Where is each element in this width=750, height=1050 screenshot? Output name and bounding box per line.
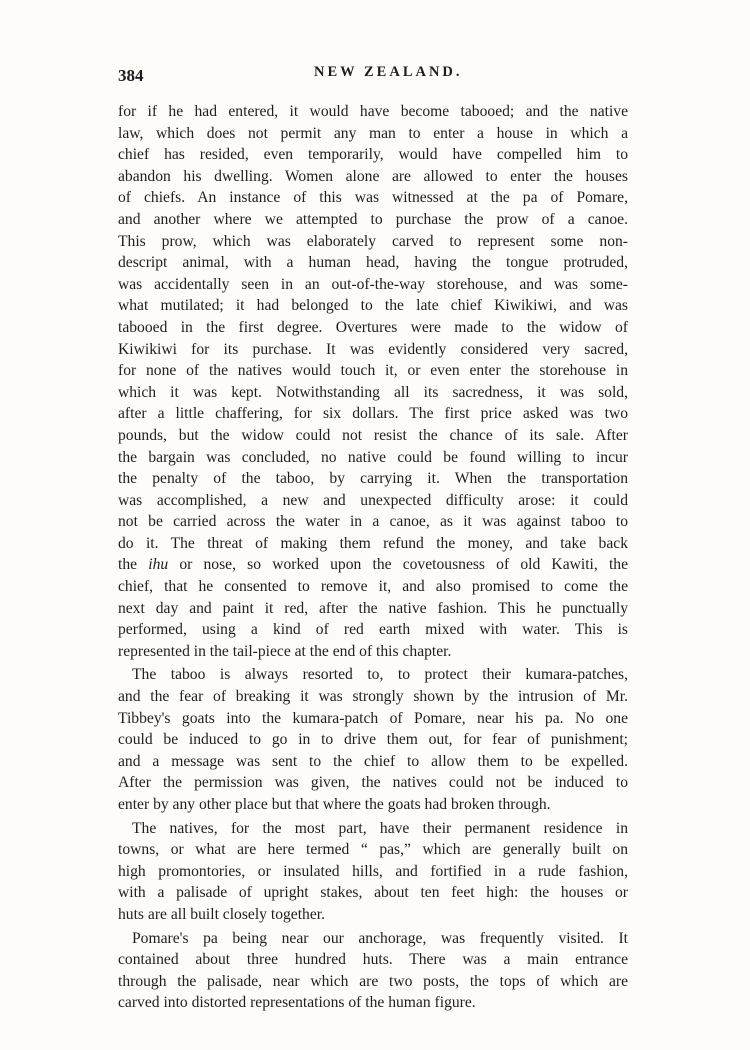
paragraph-1 — [118, 101, 628, 662]
text-line: could be induced to go in to drive them out, for fear of punishment; — [118, 731, 628, 749]
body-text — [118, 101, 628, 1014]
text-line: and a message was sent to the chief to allow them to be expelled. — [118, 752, 628, 770]
text-line: of chiefs. An instance of this was witnessed at the pa of Pomare, — [118, 189, 628, 207]
text-line: The natives, for the most part, have their permanent residence in — [132, 819, 628, 837]
text-line: high promontories, or insulated hills, and fortified in a rude fashion, — [118, 862, 628, 880]
text-line: with a palisade of upright stakes, about ten feet high: the houses or — [118, 884, 628, 902]
text-line-with-italic — [118, 554, 628, 576]
text-line: law, which does not permit any man to enter a house in which a — [118, 124, 628, 142]
text-line: was accidentally seen in an out-of-the-way storehouse, and was some- — [118, 275, 628, 293]
text-line: contained about three hundred huts. There was a main entrance — [118, 951, 628, 969]
text-line: was accomplished, a new and unexpected difficulty arose: it could — [118, 491, 628, 509]
text-line: huts are all built closely together. — [118, 905, 325, 923]
italic-word: ihu — [148, 556, 169, 574]
text-fragment: or nose, so worked upon the covetousness of old Kawiti, the — [168, 556, 628, 574]
text-line: the bargain was concluded, no native could be found willing to incur — [118, 448, 628, 466]
text-line: Kiwikiwi for its purchase. It was evidently considered very sacred, — [118, 340, 628, 358]
text-line: enter by any other place but that where the goats had broken through. — [118, 796, 551, 813]
paragraph-2 — [118, 664, 628, 815]
text-line: for if he had entered, it would have become tabooed; and the native — [118, 103, 628, 120]
text-line: The taboo is always resorted to, to protect their kumara-patches, — [132, 666, 628, 684]
paragraph-4 — [118, 928, 628, 1014]
text-fragment: the — [118, 556, 149, 574]
text-line: do it. The threat of making them refund the money, and take back — [118, 534, 628, 552]
text-line: which it was kept. Notwithstanding all its sacredness, it was sold, — [118, 383, 628, 401]
text-line: represented in the tail-piece at the end of this chapter. — [118, 642, 452, 660]
text-line: tabooed in the first degree. Overtures were made to the widow of — [118, 318, 628, 336]
text-line: not be carried across the water in a canoe, as it was against taboo to — [118, 513, 628, 531]
text-line: abandon his dwelling. Women alone are allowed to enter the houses — [118, 167, 628, 185]
text-line: Pomare's pa being near our anchorage, was frequently visited. It — [132, 929, 628, 947]
text-line: carved into distorted representations of the human figure. — [118, 994, 476, 1012]
paragraph-3 — [118, 818, 628, 926]
text-line: pounds, but the widow could not resist the chance of its sale. After — [118, 426, 628, 444]
text-line: and another where we attempted to purchase the prow of a canoe. — [118, 210, 628, 228]
text-line: for none of the natives would touch it, or even enter the storehouse in — [118, 362, 628, 380]
text-line: what mutilated; it had belonged to the late chief Kiwikiwi, and was — [118, 297, 628, 315]
text-line: descript animal, with a human head, having the tongue protruded, — [118, 254, 628, 272]
text-line: Tibbey's goats into the kumara-patch of Pomare, near his pa. No one — [118, 709, 628, 727]
page-number: 384 — [118, 66, 144, 85]
text-line: the penalty of the taboo, by carrying it. When the transportation — [118, 470, 628, 488]
text-line: This prow, which was elaborately carved to represent some non- — [118, 232, 628, 250]
text-line: After the permission was given, the natives could not be induced to — [118, 774, 628, 792]
text-line: performed, using a kind of red earth mixed with water. This is — [118, 621, 628, 639]
page-header — [118, 62, 628, 88]
text-line: towns, or what are here termed “ pas,” which are generally built on — [118, 841, 628, 859]
text-line: chief has resided, even temporarily, would have compelled him to — [118, 146, 628, 164]
text-line: and the fear of breaking it was strongly shown by the intrusion of Mr. — [118, 688, 628, 706]
text-line: next day and paint it red, after the native fashion. This he punctually — [118, 599, 628, 617]
running-head: NEW ZEALAND. — [314, 64, 463, 80]
text-line: chief, that he consented to remove it, and also promised to come the — [118, 578, 628, 596]
text-line: after a little chaffering, for six dollars. The first price asked was two — [118, 405, 628, 423]
text-line: through the palisade, near which are two posts, the tops of which are — [118, 972, 628, 990]
